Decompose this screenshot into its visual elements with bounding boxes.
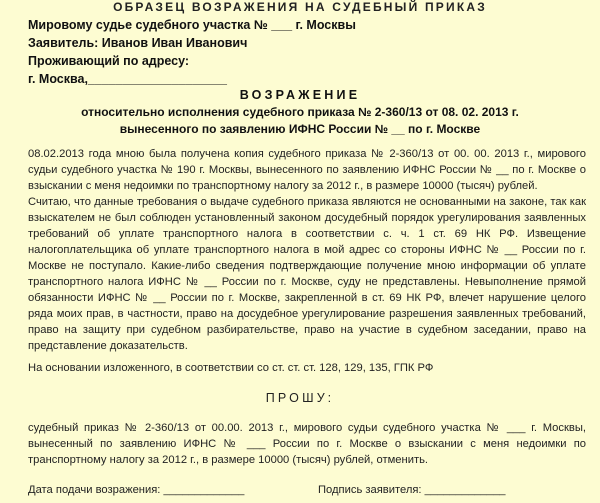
request-line: судебный приказ № 2-360/13 от 00.00. 2013 г., мирового судьи судебного участка № ___ г. Москвы, — [28, 422, 586, 434]
body-line: представление доказательств. — [28, 340, 188, 352]
applicant-line: Заявитель: Иванов Иван Иванович — [28, 36, 248, 50]
objection-subheading-1: относительно исполнения судебного приказа № 2-360/13 от 08. 02. 2013 г. — [81, 105, 519, 119]
body-line: налогоплательщика об уплате транспортного налога в мой адрес со стороны ИФНС № __ России по г. — [28, 244, 586, 256]
body-line: взыскателем не был соблюден установленный законом досудебный порядок урегулирования заявленных — [28, 212, 586, 224]
body-line: Москве не поступало. Какие-либо сведения подтверждающие получение мною информации об уплате — [28, 260, 586, 272]
body-line: право на защиту при судебном разбирательстве, право на участие в судебном заседании, право на — [28, 324, 586, 336]
body-line: транспортного налога ИФНС № __ России по г. Москве, суду не представлены. Невыполнение прямой — [28, 276, 586, 288]
signature-label: Подпись заявителя: _____________ — [318, 484, 506, 496]
body-line: 08.02.2013 года мною была получена копия судебного приказа № 2-360/13 от 00. 00. 2013 г., мирового — [28, 148, 586, 160]
submission-date-label: Дата подачи возражения: _____________ — [28, 484, 245, 496]
request-line: транспортному налогу за 2012 г., в размере 10000 (тысяч) рублей, отменить. — [28, 454, 429, 466]
body-line: Считаю, что данные требования о выдаче судебного приказа являются не основанными на законе, так как — [28, 196, 586, 208]
body-line: ряда моих прав, в частности, право на досудебное урегулирование разрешения заявленных требований, — [28, 308, 586, 320]
body-line: обязанности ИФНС № __ России по г. Москве, закрепленной в ст. 69 НК РФ, влечет нарушение целого — [28, 292, 586, 304]
document-title: ОБРАЗЕЦ ВОЗРАЖЕНИЯ НА СУДЕБНЫЙ ПРИКАЗ — [113, 0, 487, 14]
request-line: вынесенный по заявлению ИФНС № ___ России по г. Москве о взыскании с меня недоимки по — [28, 438, 586, 450]
objection-body — [28, 146, 586, 354]
body-line: судьи судебного участка № 190 г. Москвы, вынесенного по заявлению ИФНС России № __ по г. Москве о — [28, 164, 586, 176]
addressee-line: Мировому судье судебного участка № ___ г. Москвы — [28, 18, 356, 32]
objection-subheading-2: вынесенного по заявлению ИФНС России № __ по г. Москве — [119, 122, 481, 136]
objection-heading: ВОЗРАЖЕНИЕ — [239, 88, 361, 102]
address-label: Проживающий по адресу: — [28, 54, 190, 68]
body-line: требований об уплате транспортного налога в соответствии с. ч. 1 ст. 69 НК РФ. Извещение — [28, 228, 586, 240]
address-value: г. Москва,____________________ — [28, 72, 227, 86]
request-body — [28, 420, 586, 468]
legal-basis-line: На основании изложенного, в соответствии со ст. ст. ст. 128, 129, 135, ГПК РФ — [28, 362, 434, 374]
body-line: взыскании с меня недоимки по транспортному налогу за 2012 г., в размере 10000 (тысяч) рублей. — [28, 180, 538, 192]
request-heading: ПРОШУ: — [265, 391, 335, 405]
